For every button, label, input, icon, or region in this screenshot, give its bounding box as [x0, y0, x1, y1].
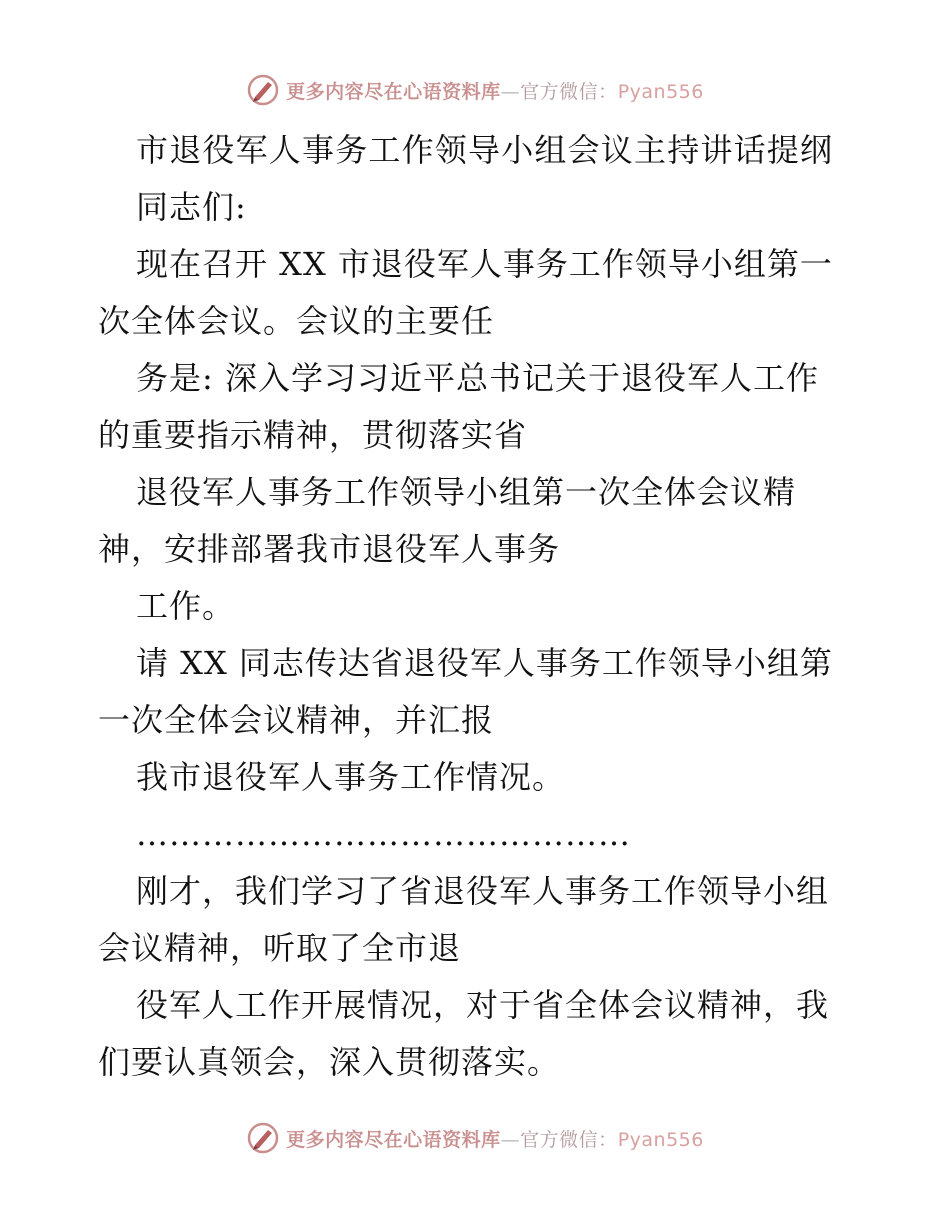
watermark-separator: —	[500, 80, 521, 103]
text-line: 工作。	[136, 587, 236, 625]
text-line: 神，安排部署我市退役军人事务	[98, 530, 561, 568]
pen-logo-icon	[246, 1121, 280, 1155]
text-line: 的重要指示精神，贯彻落实省	[98, 416, 528, 454]
watermark-text	[286, 77, 704, 104]
watermark-separator: —	[500, 1128, 521, 1151]
pen-logo-icon	[246, 73, 280, 107]
salutation: 同志们:	[136, 188, 247, 226]
watermark-brand: 更多内容尽在心语资料库	[286, 80, 501, 103]
watermark-text	[286, 1125, 704, 1152]
text-line: 请 XX 同志传达省退役军人事务工作领导小组第	[136, 644, 833, 682]
document-body	[98, 122, 858, 1091]
ellipsis-divider: ………………………………………	[136, 815, 631, 853]
footer-watermark	[0, 1118, 950, 1158]
text-line: 次全体会议。会议的主要任	[98, 302, 495, 340]
text-line: 们要认真领会，深入贯彻落实。	[98, 1043, 561, 1081]
text-line: 役军人工作开展情况，对于省全体会议精神，我	[136, 986, 830, 1024]
text-line: 我市退役军人事务工作情况。	[136, 758, 566, 796]
watermark-wechat-label: 官方微信：	[520, 1128, 618, 1151]
text-line: 务是: 深入学习习近平总书记关于退役军人工作	[136, 359, 819, 397]
watermark-brand: 更多内容尽在心语资料库	[286, 1128, 501, 1151]
text-line: 一次全体会议精神，并汇报	[98, 701, 495, 739]
watermark-wechat-id: Pyan556	[617, 1128, 704, 1151]
header-watermark	[0, 70, 950, 110]
watermark-wechat-id: Pyan556	[617, 80, 704, 103]
watermark-wechat-label: 官方微信：	[520, 80, 618, 103]
document-title: 市退役军人事务工作领导小组会议主持讲话提纲	[136, 131, 834, 169]
text-line: 会议精神，听取了全市退	[98, 929, 462, 967]
text-line: 现在召开 XX 市退役军人事务工作领导小组第一	[136, 245, 833, 283]
text-line: 刚才，我们学习了省退役军人事务工作领导小组	[136, 872, 830, 910]
text-line: 退役军人事务工作领导小组第一次全体会议精	[136, 473, 797, 511]
